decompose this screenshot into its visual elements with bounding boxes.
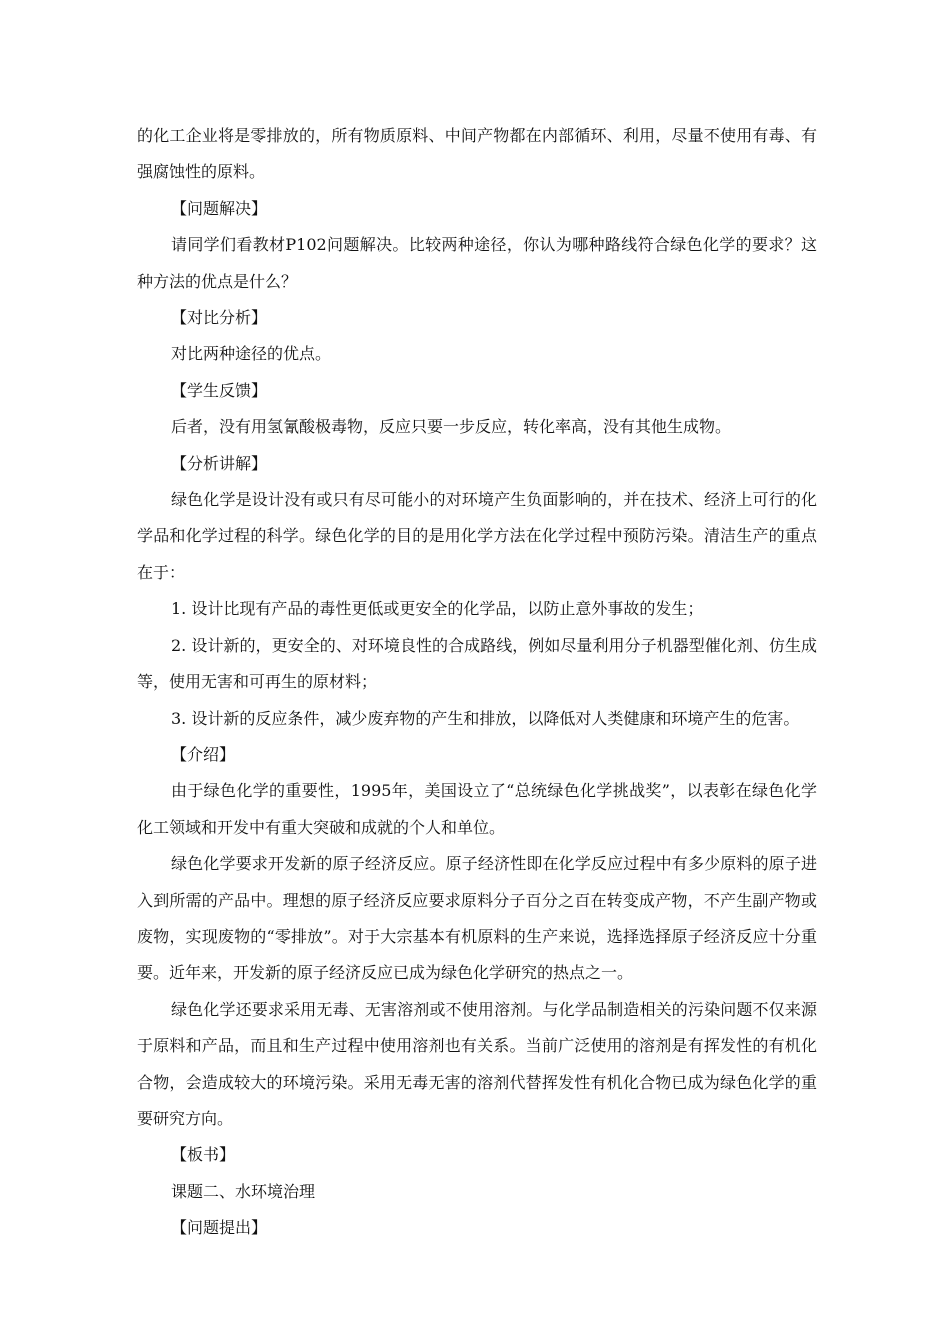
section-heading-introduction: 【介绍】: [171, 744, 236, 764]
document-page: [137, 118, 817, 1247]
paragraph: 请同学们看教材P102问题解决。比较两种途径，你认为哪种路线符合绿色化学的要求？这种方法的优点是什么？: [137, 235, 817, 291]
paragraph: 对比两种途径的优点。: [171, 344, 332, 364]
paragraph: 课题二、水环境治理: [171, 1181, 316, 1201]
paragraph: 绿色化学要求开发新的原子经济反应。原子经济性即在化学反应过程中有多少原料的原子进入到所需的产品中。理想的原子经济反应要求原料分子百分之百在转变成产物，不产生副产物或废物，实现废物的“零排放”。对于大宗基本有机原料的生产来说，选择选择原子经济反应十分重要。近年来，开发新的原子经济反应已成为绿色化学研究的热点之一。: [137, 854, 817, 983]
paragraph: 绿色化学是设计没有或只有尽可能小的对环境产生负面影响的，并在技术、经济上可行的化学品和化学过程的科学。绿色化学的目的是用化学方法在化学过程中预防污染。清洁生产的重点在于：: [137, 490, 817, 582]
list-item: 3. 设计新的反应条件，减少废弃物的产生和排放，以降低对人类健康和环境产生的危害。: [171, 708, 800, 728]
section-heading-problem-solving: 【问题解决】: [171, 198, 268, 218]
section-heading-student-feedback: 【学生反馈】: [171, 380, 268, 400]
section-heading-blackboard: 【板书】: [171, 1145, 236, 1165]
paragraph-continuation: 的化工企业将是零排放的，所有物质原料、中间产物都在内部循环、利用，尽量不使用有毒、有强腐蚀性的原料。: [137, 126, 817, 182]
paragraph: 由于绿色化学的重要性，1995年，美国设立了“总统绿色化学挑战奖”，以表彰在绿色化学化工领域和开发中有重大突破和成就的个人和单位。: [137, 781, 817, 837]
section-heading-analysis: 【分析讲解】: [171, 453, 268, 473]
section-heading-comparison: 【对比分析】: [171, 308, 268, 328]
paragraph: 绿色化学还要求采用无毒、无害溶剂或不使用溶剂。与化学品制造相关的污染问题不仅来源于原料和产品，而且和生产过程中使用溶剂也有关系。当前广泛使用的溶剂是有挥发性的有机化合物，会造成较大的环境污染。采用无毒无害的溶剂代替挥发性有机化合物已成为绿色化学的重要研究方向。: [137, 999, 817, 1128]
paragraph: 后者，没有用氢氰酸极毒物，反应只要一步反应，转化率高，没有其他生成物。: [171, 417, 732, 437]
list-item: 2. 设计新的，更安全的、对环境良性的合成路线，例如尽量利用分子机器型催化剂、仿生成等，使用无害和可再生的原材料；: [137, 635, 817, 692]
list-item: 1. 设计比现有产品的毒性更低或更安全的化学品，以防止意外事故的发生；: [171, 599, 704, 619]
section-heading-question: 【问题提出】: [171, 1218, 268, 1238]
